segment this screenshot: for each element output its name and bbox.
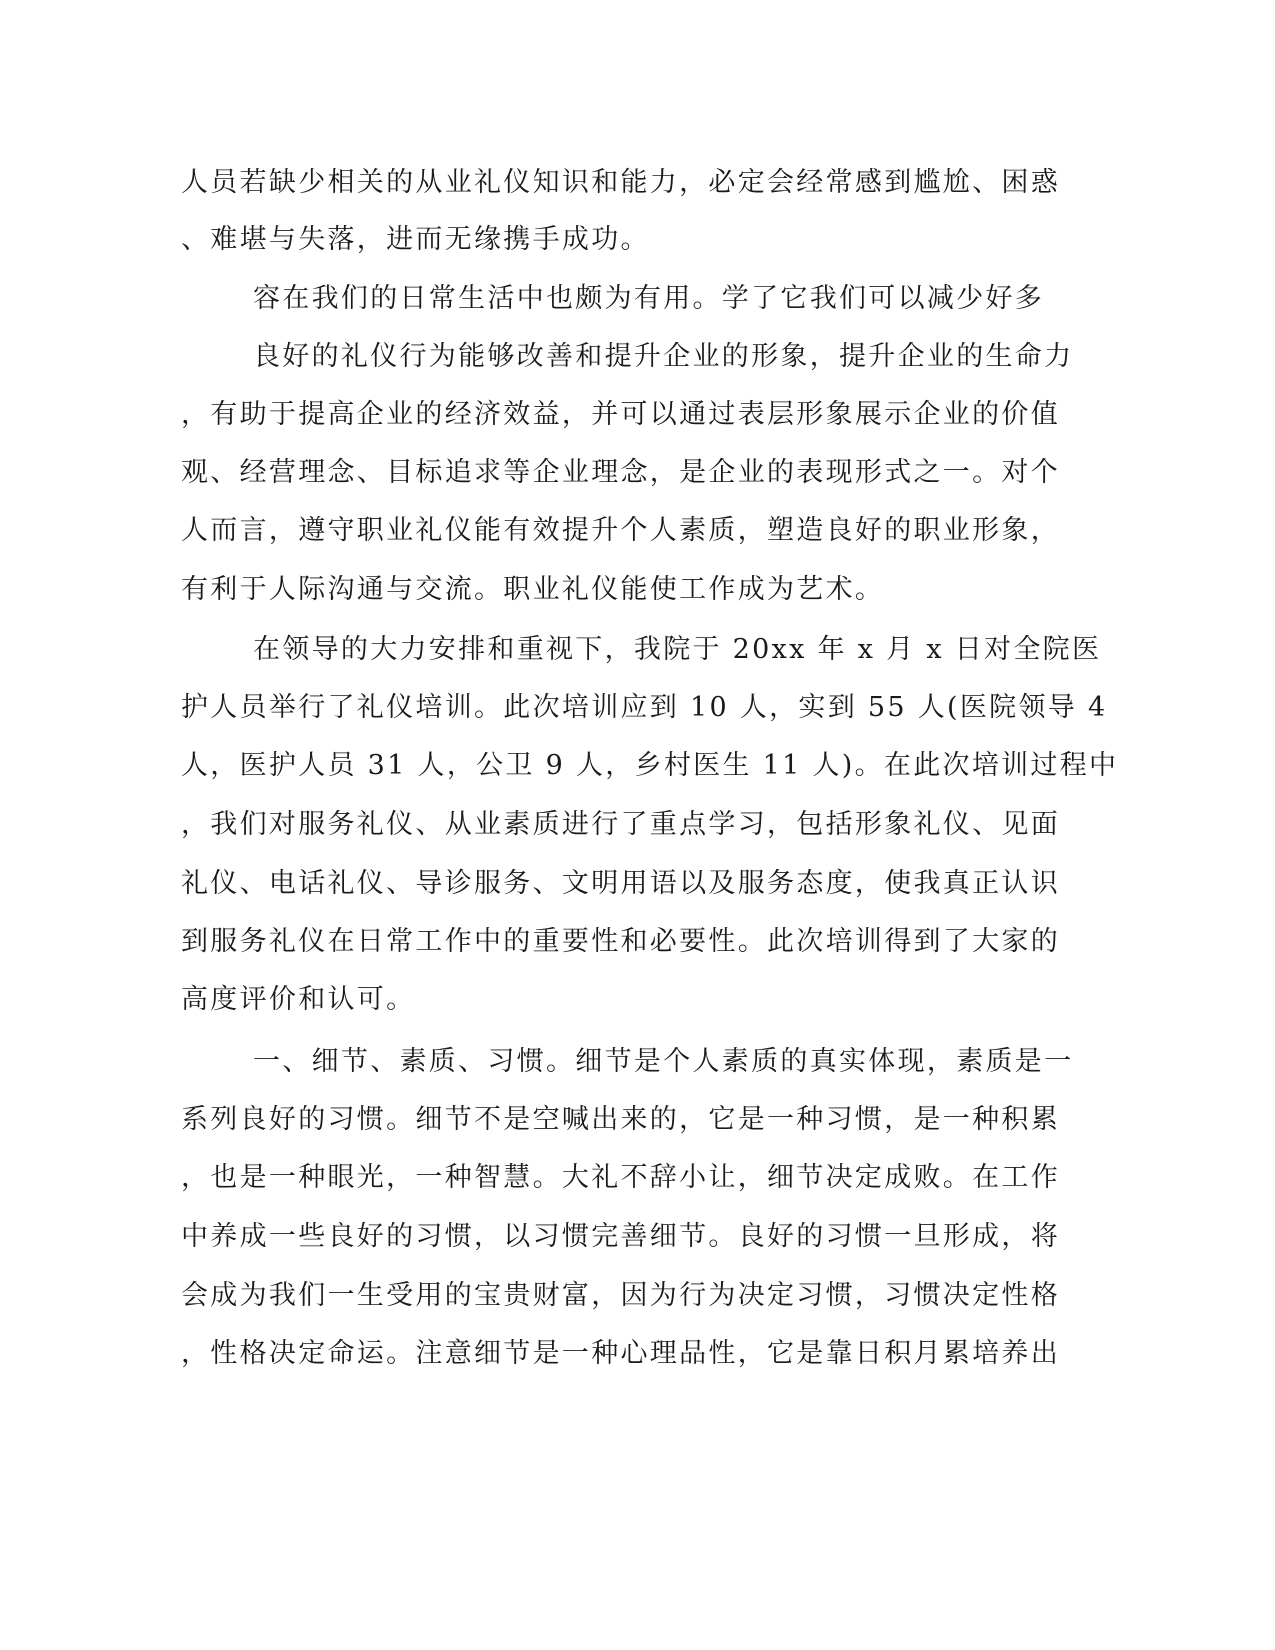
text-line: 容在我们的日常生活中也颇为有用。学了它我们可以减少好多	[253, 283, 1045, 314]
text-line: 人员若缺少相关的从业礼仪知识和能力，必定会经常感到尴尬、困惑	[181, 167, 1060, 198]
text-line: ，性格决定命运。注意细节是一种心理品性，它是靠日积月累培养出	[181, 1338, 1060, 1369]
text-line: 护人员举行了礼仪培训。此次培训应到 10 人，实到 55 人(医院领导 4	[181, 692, 1108, 723]
text-line: 会成为我们一生受用的宝贵财富，因为行为决定习惯，习惯决定性格	[181, 1280, 1060, 1311]
text-line: 一、细节、素质、习惯。细节是个人素质的真实体现，素质是一	[253, 1046, 1074, 1077]
text-line: 人而言，遵守职业礼仪能有效提升个人素质，塑造良好的职业形象，	[181, 515, 1060, 546]
text-line: 有利于人际沟通与交流。职业礼仪能使工作成为艺术。	[181, 574, 885, 605]
text-line: 良好的礼仪行为能够改善和提升企业的形象，提升企业的生命力	[253, 341, 1074, 372]
text-line: 、难堪与失落，进而无缘携手成功。	[181, 224, 650, 255]
text-line: 礼仪、电话礼仪、导诊服务、文明用语以及服务态度，使我真正认识	[181, 868, 1060, 899]
text-line: 到服务礼仪在日常工作中的重要性和必要性。此次培训得到了大家的	[181, 926, 1060, 957]
text-line: 在领导的大力安排和重视下，我院于 20xx 年 x 月 x 日对全院医	[253, 634, 1102, 665]
text-line: ，我们对服务礼仪、从业素质进行了重点学习，包括形象礼仪、见面	[181, 809, 1060, 840]
text-line: ，也是一种眼光，一种智慧。大礼不辞小让，细节决定成败。在工作	[181, 1162, 1060, 1193]
text-line: 高度评价和认可。	[181, 984, 416, 1015]
text-line: ，有助于提高企业的经济效益，并可以通过表层形象展示企业的价值	[181, 399, 1060, 430]
text-line: 系列良好的习惯。细节不是空喊出来的，它是一种习惯，是一种积累	[181, 1104, 1060, 1135]
text-line: 人，医护人员 31 人，公卫 9 人，乡村医生 11 人)。在此次培训过程中	[181, 750, 1119, 781]
text-line: 中养成一些良好的习惯，以习惯完善细节。良好的习惯一旦形成，将	[181, 1221, 1060, 1252]
text-line: 观、经营理念、目标追求等企业理念，是企业的表现形式之一。对个	[181, 457, 1060, 488]
